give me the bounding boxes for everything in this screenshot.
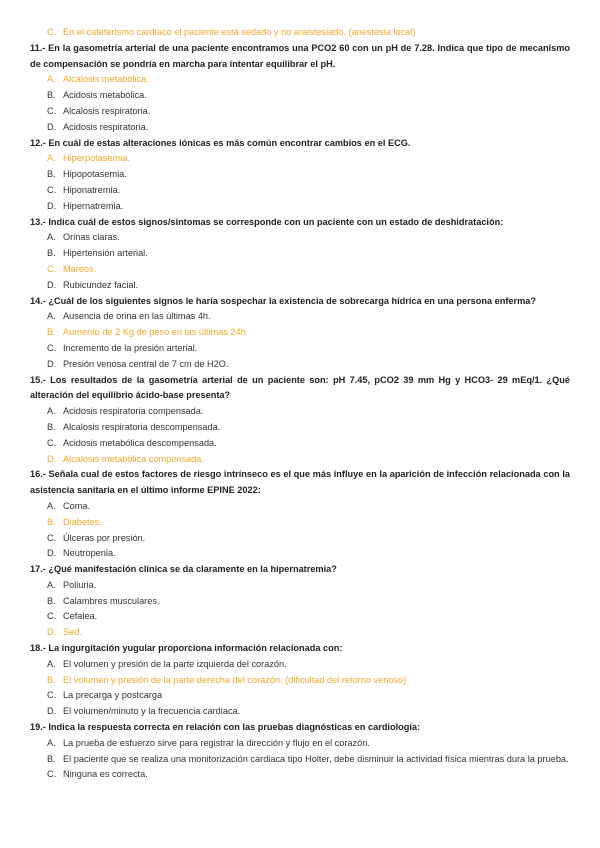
option-text: Presión venosa central de 7 cm de H2O. (63, 358, 229, 369)
answer-option (30, 578, 570, 594)
option-text: Diabetes. (63, 516, 102, 527)
option-letter: B. (47, 327, 56, 338)
question-block (30, 641, 570, 720)
option-text: El volumen/minuto y la frecuencia cardiaca. (63, 706, 241, 717)
option-letter: D. (47, 121, 57, 132)
option-text: La precarga y postcarga (63, 690, 163, 701)
answer-option (30, 752, 570, 768)
question-block (30, 136, 570, 215)
option-letter: D. (47, 627, 57, 638)
option-letter: B. (47, 753, 56, 764)
option-letter: A. (47, 579, 56, 590)
option-text: Alcalosis respiratoria. (63, 105, 151, 116)
question-text: 15.- Los resultados de la gasometría arterial de un paciente son: pH 7.45, pCO2 39 mm Hg y HCO3- 29 mEq/1. ¿Qué alteración del equilibrio ácido-base presenta? (30, 374, 570, 401)
question-text: 18.- La ingurgitación yugular proporciona información relacionada con: (30, 643, 343, 654)
option-text: La prueba de esfuerzo sirve para registrar la dirección y flujo en el corazón. (63, 737, 370, 748)
question-text: 16.- Señala cual de estos factores de riesgo intrínseco es el que más influye en la aparición de infección relacionada con la asistencia sanitaria en el último informe EPINE 2022: (30, 469, 570, 496)
option-letter: D. (47, 548, 57, 559)
option-letter: B. (47, 516, 56, 527)
option-letter: C. (47, 690, 57, 701)
option-letter: A. (47, 737, 56, 748)
option-text: Hiperpotasemia. (63, 153, 130, 164)
option-letter: C. (47, 611, 57, 622)
option-letter: A. (47, 406, 56, 417)
option-text: Alcalosis metabólica compensada. (63, 453, 204, 464)
option-text: Hipertensión arterial. (63, 248, 148, 259)
option-text: Coma. (63, 500, 91, 511)
option-text: Hipopotasemia. (63, 169, 127, 180)
option-text: Acidosis metabólica. (63, 90, 147, 101)
option-text: Hipernatremia. (63, 200, 124, 211)
answer-option (30, 594, 570, 610)
option-text: En el cateterismo cardíaco el paciente está sedado y no anestesiado. (anestesia local) (63, 27, 416, 37)
option-text: Poliuria. (63, 579, 97, 590)
correct-answer-option (30, 452, 570, 468)
option-text: Hiponatremia. (63, 184, 121, 195)
question-text: 12.- En cuál de estas alteraciones iónicas es más común encontrar cambios en el ECG. (30, 137, 411, 148)
option-letter: C. (47, 342, 57, 353)
correct-answer-option (30, 673, 570, 689)
question-block (30, 562, 570, 641)
option-text: Aumento de 2 Kg de peso en las últimas 24h (63, 327, 246, 338)
question-list (30, 41, 570, 783)
option-letter: B. (47, 595, 56, 606)
question-block (30, 467, 570, 562)
answer-option (30, 436, 570, 452)
question-block (30, 215, 570, 294)
answer-option (30, 167, 570, 183)
question-block (30, 720, 570, 783)
previous-question-option (30, 25, 570, 41)
option-letter: A. (47, 153, 56, 164)
option-text: El paciente que se realiza una monitorización cardiaca tipo Holter, debe disminuir la actividad física mientras dura la prueba. (63, 753, 569, 764)
answer-option (30, 767, 570, 783)
option-letter: C. (47, 105, 57, 116)
correct-answer-option (30, 72, 570, 88)
correct-answer-option (30, 262, 570, 278)
option-text: Acidosis respiratoria. (63, 121, 149, 132)
option-text: Acidosis metabólica descompensada. (63, 437, 217, 448)
answer-option (30, 120, 570, 136)
answer-option (30, 657, 570, 673)
correct-answer-option (30, 151, 570, 167)
answer-option (30, 546, 570, 562)
question-text: 11.- En la gasometría arterial de una paciente encontramos una PCO2 60 con un pH de 7.28. Indica que tipo de mecanismo de compensación se pondría en marcha para intentar equilibrar el pH. (30, 42, 570, 69)
option-letter: C. (47, 27, 57, 37)
option-text: Ausencia de orina en las últimas 4h. (63, 311, 211, 322)
answer-option (30, 357, 570, 373)
option-text: Alcalosis respiratoria descompensada. (63, 421, 221, 432)
answer-option (30, 420, 570, 436)
answer-option (30, 183, 570, 199)
question-block (30, 294, 570, 373)
correct-answer-option (30, 325, 570, 341)
option-text: Ninguna es correcta. (63, 769, 148, 780)
option-letter: B. (47, 674, 56, 685)
option-letter: B. (47, 248, 56, 259)
option-letter: C. (47, 532, 57, 543)
question-text: 17.- ¿Qué manifestación clínica se da claramente en la hipernatremia? (30, 564, 337, 575)
answer-option (30, 531, 570, 547)
answer-option (30, 499, 570, 515)
option-text: Calambres musculares. (63, 595, 160, 606)
option-letter: D. (47, 453, 57, 464)
option-text: Cefalea. (63, 611, 98, 622)
answer-option (30, 736, 570, 752)
option-text: Incremento de la presión arterial. (63, 342, 198, 353)
answer-option (30, 704, 570, 720)
answer-option (30, 309, 570, 325)
option-text: Orinas claras. (63, 232, 120, 243)
option-text: Neutropenia. (63, 548, 116, 559)
option-letter: C. (47, 437, 57, 448)
option-letter: A. (47, 232, 56, 243)
option-letter: C. (47, 769, 57, 780)
option-text: Rubicundez facial. (63, 279, 139, 290)
correct-answer-option (30, 625, 570, 641)
option-letter: C. (47, 184, 57, 195)
option-text: Acidosis respiratoria compensada. (63, 406, 204, 417)
answer-option (30, 609, 570, 625)
question-text: 13.- Indica cuál de estos signos/síntomas se corresponde con un paciente con un estado de deshidratación: (30, 216, 504, 227)
answer-option (30, 278, 570, 294)
option-text: Mareos. (63, 263, 97, 274)
option-letter: B. (47, 421, 56, 432)
option-letter: D. (47, 200, 57, 211)
option-letter: D. (47, 279, 57, 290)
answer-option (30, 341, 570, 357)
option-letter: B. (47, 169, 56, 180)
option-text: Sed. (63, 627, 82, 638)
question-block (30, 373, 570, 468)
answer-option (30, 104, 570, 120)
option-text: El volumen y presión de la parte derecha del corazón. (dificultad del retorno venoso) (63, 674, 407, 685)
option-text: Alcalosis metabólica. (63, 74, 149, 85)
answer-option (30, 88, 570, 104)
answer-option (30, 199, 570, 215)
option-letter: A. (47, 500, 56, 511)
option-letter: B. (47, 90, 56, 101)
question-block (30, 41, 570, 136)
option-text: El volumen y presión de la parte izquierda del corazón. (63, 658, 287, 669)
question-text: 19.- Indica la respuesta correcta en relación con las pruebas diagnósticas en cardiología: (30, 722, 421, 733)
answer-option (30, 404, 570, 420)
option-letter: C. (47, 263, 57, 274)
option-letter: D. (47, 706, 57, 717)
question-text: 14.- ¿Cuál de los siguientes signos le haría sospechar la existencia de sobrecarga hídrica en una persona enferma? (30, 295, 537, 306)
answer-option (30, 688, 570, 704)
answer-option (30, 230, 570, 246)
option-letter: A. (47, 658, 56, 669)
option-letter: D. (47, 358, 57, 369)
correct-answer-option (30, 515, 570, 531)
option-letter: A. (47, 74, 56, 85)
option-letter: A. (47, 311, 56, 322)
answer-option (30, 246, 570, 262)
option-text: Úlceras por presión. (63, 532, 146, 543)
